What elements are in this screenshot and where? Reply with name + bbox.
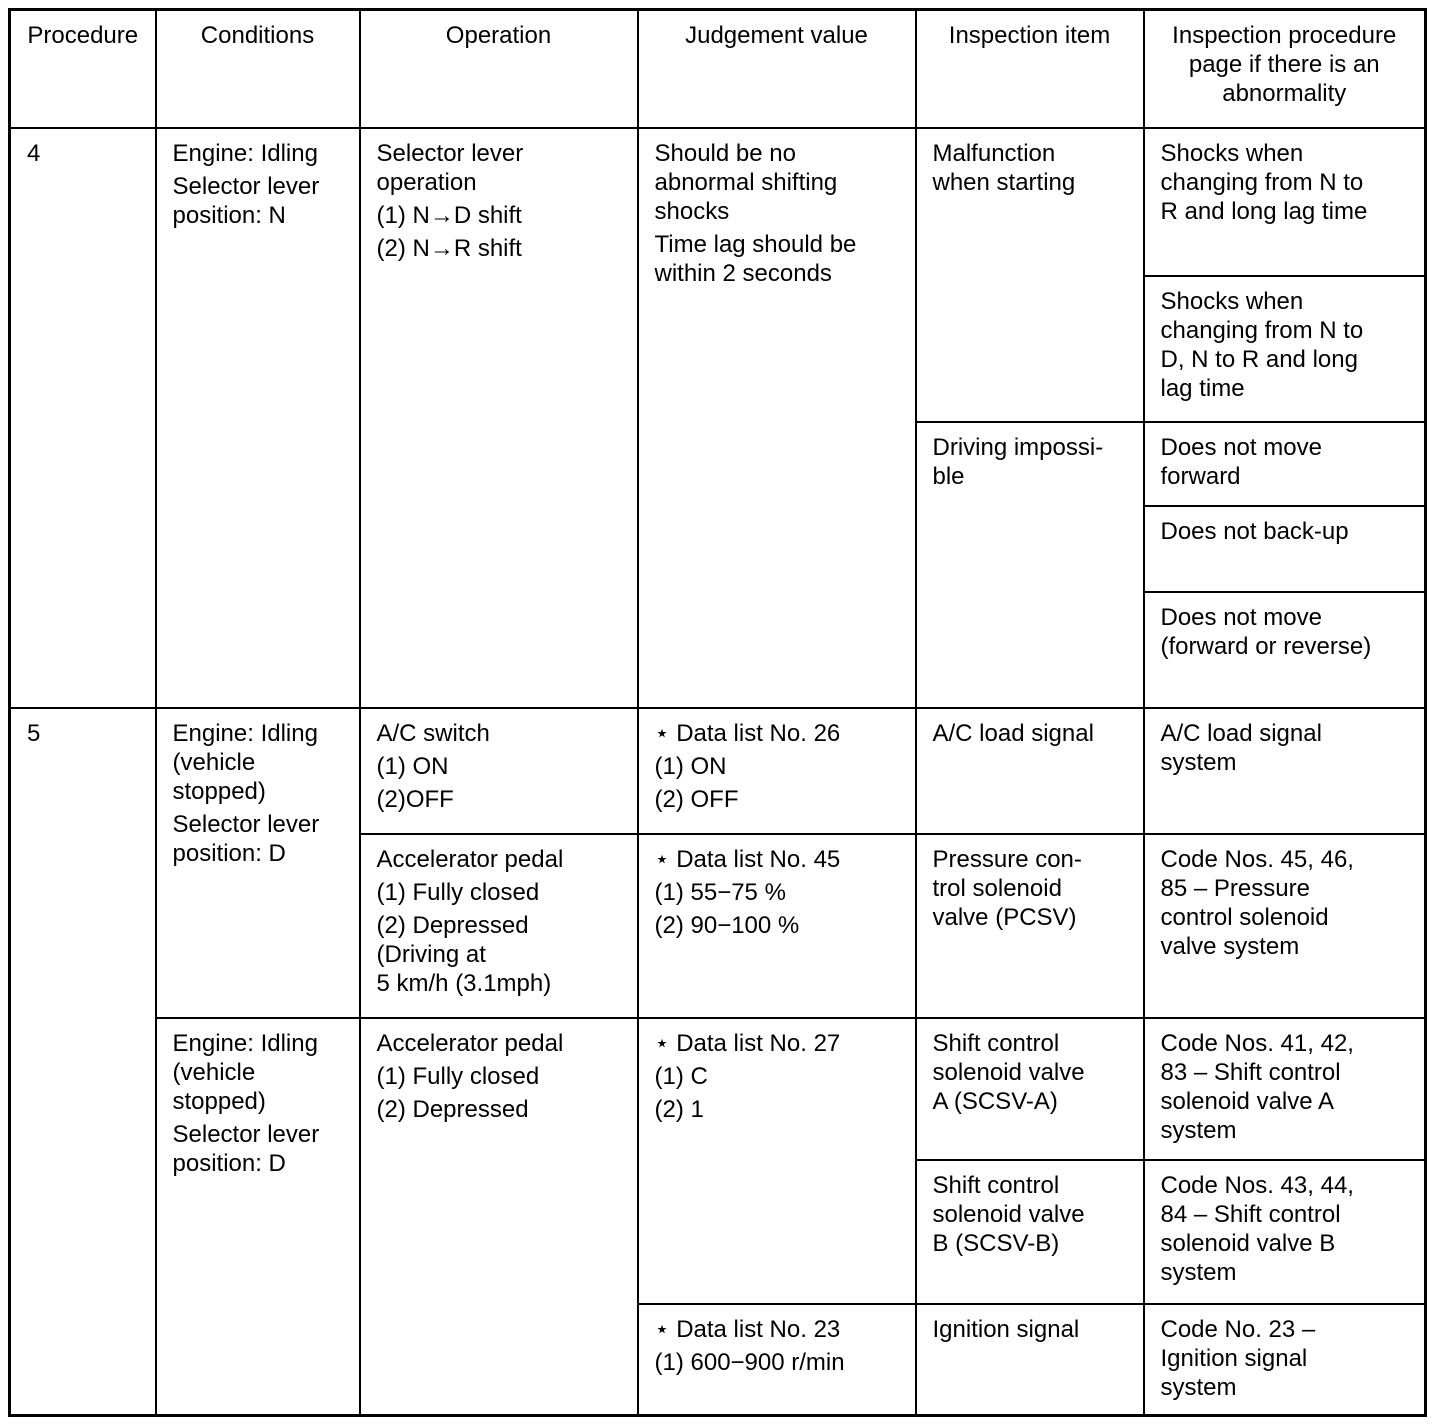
- inspection-page-cell: Code Nos. 43, 44, 84 – Shift control solenoid valve B system: [1144, 1160, 1426, 1304]
- header-operation: Operation: [360, 10, 638, 128]
- inspection-item-cell: Shift control solenoid valve A (SCSV-A): [916, 1018, 1144, 1160]
- judgement-cell: ⋆ Data list No. 26 (1) ON (2) OFF: [638, 708, 916, 834]
- table-row: [10, 128, 1426, 276]
- conditions-cell: Engine: Idling Selector lever position: N: [156, 128, 360, 708]
- conditions-cell: Engine: Idling (vehicle stopped) Selector lever position: D: [156, 1018, 360, 1416]
- operation-cell: A/C switch (1) ON (2)OFF: [360, 708, 638, 834]
- procedure-number: 5: [10, 708, 156, 1416]
- header-inspection-page: Inspection procedure page if there is an abnormality: [1144, 10, 1426, 128]
- operation-cell: Selector lever operation (1) N→D shift (2) N→R shift: [360, 128, 638, 708]
- inspection-table: [8, 8, 1427, 1417]
- inspection-page-cell: Shocks when changing from N to R and long lag time: [1144, 128, 1426, 276]
- table-row: [10, 1018, 1426, 1160]
- inspection-page-cell: Shocks when changing from N to D, N to R and long lag time: [1144, 276, 1426, 422]
- header-judgement: Judgement value: [638, 10, 916, 128]
- inspection-page-cell: Does not back-up: [1144, 506, 1426, 592]
- judgement-cell: ⋆ Data list No. 23 (1) 600−900 r/min: [638, 1304, 916, 1416]
- inspection-page-cell: Code No. 23 – Ignition signal system: [1144, 1304, 1426, 1416]
- header-procedure: Procedure: [10, 10, 156, 128]
- inspection-item-cell: Driving impossi- ble: [916, 422, 1144, 708]
- header-row: [10, 10, 1426, 128]
- inspection-item-cell: Ignition signal: [916, 1304, 1144, 1416]
- inspection-item-cell: Pressure con- trol solenoid valve (PCSV): [916, 834, 1144, 1018]
- judgement-cell: Should be no abnormal shifting shocks Time lag should be within 2 seconds: [638, 128, 916, 708]
- conditions-cell: Engine: Idling (vehicle stopped) Selector lever position: D: [156, 708, 360, 1018]
- inspection-page-cell: A/C load signal system: [1144, 708, 1426, 834]
- inspection-item-cell: A/C load signal: [916, 708, 1144, 834]
- operation-cell: Accelerator pedal (1) Fully closed (2) Depressed (Driving at 5 km/h (3.1mph): [360, 834, 638, 1018]
- inspection-item-cell: Malfunction when starting: [916, 128, 1144, 422]
- judgement-cell: ⋆ Data list No. 45 (1) 55−75 % (2) 90−100 %: [638, 834, 916, 1018]
- header-inspection-item: Inspection item: [916, 10, 1144, 128]
- inspection-page-cell: Does not move forward: [1144, 422, 1426, 506]
- judgement-cell: ⋆ Data list No. 27 (1) C (2) 1: [638, 1018, 916, 1304]
- procedure-number: 4: [10, 128, 156, 708]
- table-row: [10, 708, 1426, 834]
- operation-cell: Accelerator pedal (1) Fully closed (2) Depressed: [360, 1018, 638, 1416]
- inspection-page-cell: Code Nos. 45, 46, 85 – Pressure control solenoid valve system: [1144, 834, 1426, 1018]
- inspection-page-cell: Code Nos. 41, 42, 83 – Shift control solenoid valve A system: [1144, 1018, 1426, 1160]
- inspection-item-cell: Shift control solenoid valve B (SCSV-B): [916, 1160, 1144, 1304]
- header-conditions: Conditions: [156, 10, 360, 128]
- inspection-page-cell: Does not move (forward or reverse): [1144, 592, 1426, 708]
